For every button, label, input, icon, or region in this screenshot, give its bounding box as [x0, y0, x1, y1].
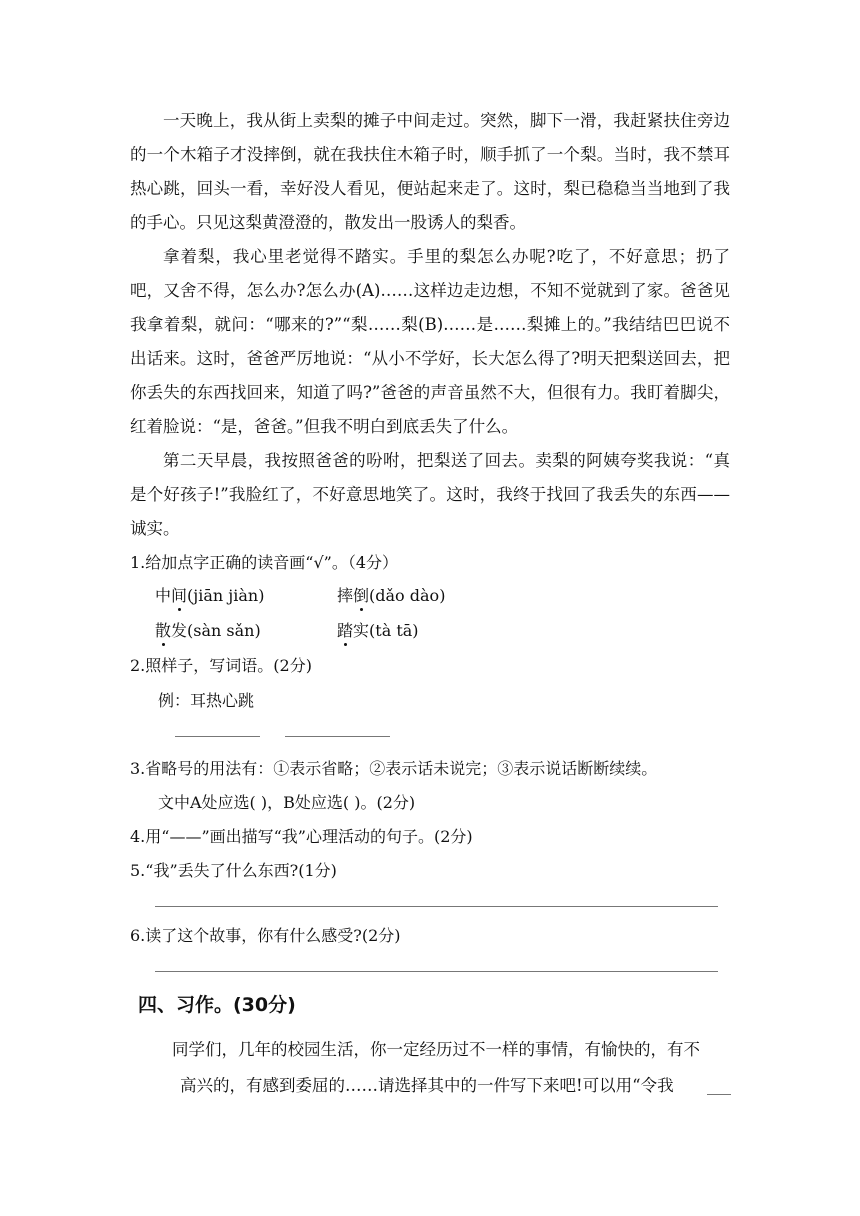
q1-item-3-pinyin: 发(sàn sǎn)	[171, 621, 261, 640]
q1-item-4-dotted-char: 踏	[337, 618, 353, 641]
section-4-fill-blank[interactable]	[707, 1094, 731, 1095]
q1-item-2	[337, 583, 445, 606]
q6-answer-line[interactable]	[155, 971, 718, 972]
passage-paragraph-1: 一天晚上，我从街上卖梨的摊子中间走过。突然，脚下一滑，我赶紧扶住旁边的一个木箱子才没摔倒，就在我扶住木箱子时，顺手抓了一个梨。当时，我不禁耳热心跳，回头一看，幸好没人看见，便站起来走了。这时，梨已稳稳当当地到了我的手心。只见这梨黄澄澄的，散发出一股诱人的梨香。	[130, 111, 730, 232]
q1-item-3-dotted-char: 散	[155, 618, 171, 641]
question-2-example: 例：耳热心跳	[158, 691, 255, 710]
q1-item-2-pinyin: (dǎo dào)	[369, 586, 446, 605]
section-4-prompt-line-1: 同学们，几年的校园生活，你一定经历过不一样的事情，有愉快的，有不	[172, 1040, 700, 1059]
q2-answer-blank-1[interactable]	[175, 736, 260, 737]
question-3-prompt: 3.省略号的用法有：①表示省略；②表示话未说完；③表示说话断断续续。	[130, 759, 658, 778]
q1-item-1	[155, 583, 264, 606]
q1-item-4	[337, 618, 419, 641]
section-4-heading: 四、习作。(30分)	[138, 994, 296, 1016]
q1-item-1-pre: 中	[155, 586, 172, 605]
q1-item-2-dotted-char: 倒	[353, 583, 369, 606]
passage-paragraph-2: 拿着梨，我心里老觉得不踏实。手里的梨怎么办呢?吃了，不好意思；扔了吧，又舍不得，怎么办?怎么办(A)……这样边走边想，不知不觉就到了家。爸爸见我拿着梨，就问：“哪来的?”“梨……梨(B)……是……梨摊上的。”我结结巴巴说不出话来。这时，爸爸严厉地说：“从小不学好，长大怎么得了?明天把梨送回去，把你丢失的东西找回来，知道了吗?”爸爸的声音虽然不大，但很有力。我盯着脚尖，红着脸说：“是，爸爸。”但我不明白到底丢失了什么。	[130, 247, 730, 436]
question-6-prompt: 6.读了这个故事，你有什么感受?(2分)	[130, 926, 401, 945]
question-3-choices: 文中A处应选( )，B处应选( )。(2分)	[158, 793, 416, 812]
q1-item-2-pre: 摔	[337, 586, 354, 605]
q2-answer-blank-2[interactable]	[285, 736, 390, 737]
q1-item-1-pinyin: (jiān jiàn)	[187, 586, 265, 605]
q1-item-3	[155, 618, 261, 641]
question-5-prompt: 5.“我”丢失了什么东西?(1分)	[130, 861, 337, 880]
passage-paragraph-3: 第二天早晨，我按照爸爸的吩咐，把梨送了回去。卖梨的阿姨夸奖我说：“真是个好孩子!”我脸红了，不好意思地笑了。这时，我终于找回了我丢失的东西——诚实。	[130, 451, 730, 538]
q1-item-4-pinyin: 实(tà tā)	[353, 621, 419, 640]
q1-item-1-dotted-char: 间	[171, 583, 187, 606]
question-1-prompt: 1.给加点字正确的读音画“√”。（4分）	[130, 553, 399, 572]
question-4-prompt: 4.用“——”画出描写“我”心理活动的句子。(2分)	[130, 827, 473, 846]
section-4-prompt-line-2: 高兴的，有感到委屈的……请选择其中的一件写下来吧!可以用“令我	[180, 1076, 674, 1095]
question-2-prompt: 2.照样子，写词语。(2分)	[130, 656, 312, 675]
q5-answer-line[interactable]	[155, 906, 718, 907]
